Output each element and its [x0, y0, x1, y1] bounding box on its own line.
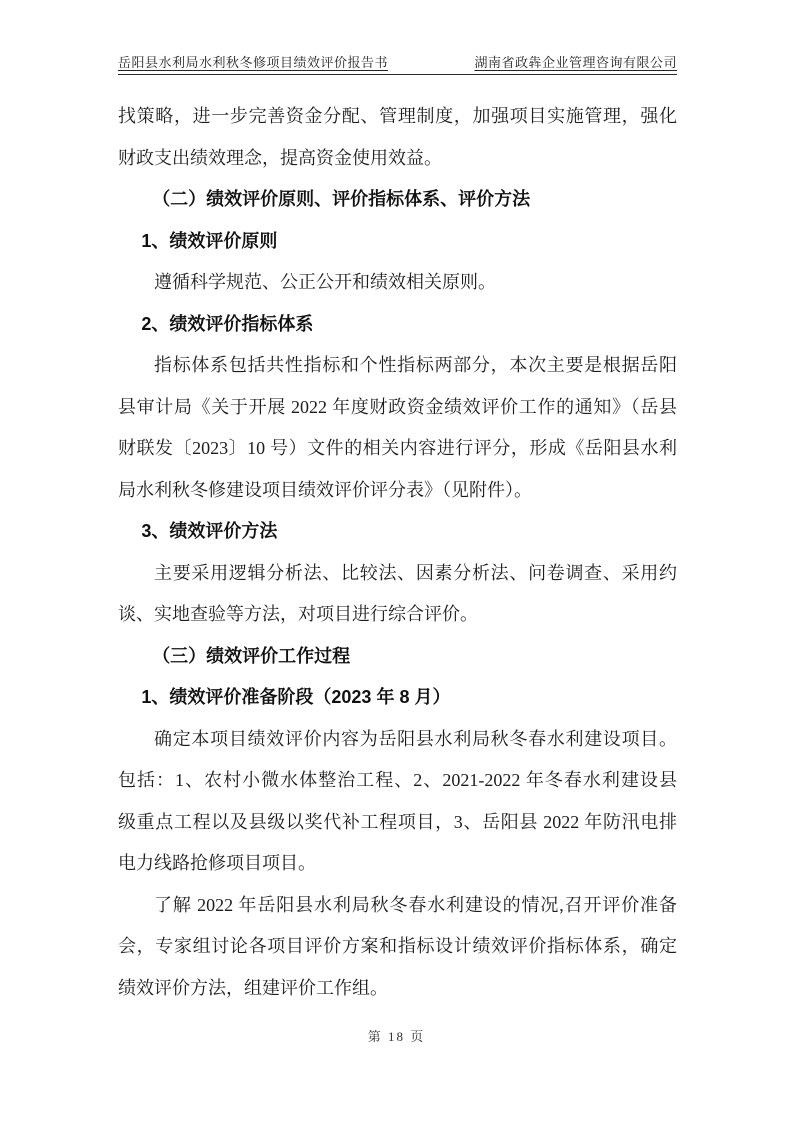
- heading-line: 2、绩效评价指标体系: [141, 313, 314, 334]
- paragraph-line: 找策略，进一步完善资金分配、管理制度，加强项目实施管理，强化: [118, 106, 677, 126]
- document-body: [118, 96, 677, 1009]
- heading-line: 3、绩效评价方法: [141, 521, 278, 541]
- paragraph-line: 指标体系包括共性指标和个性指标两部分，本次主要是根据岳阳: [154, 355, 677, 375]
- heading-line: （三）绩效评价工作过程: [152, 645, 351, 666]
- paragraph-line: 遵循科学规范、公正公开和绩效相关原则。: [154, 272, 496, 292]
- heading-line: （二）绩效评价原则、评价指标体系、评价方法: [152, 189, 531, 209]
- paragraph-line: 谈、实地查验等方法，对项目进行综合评价。: [118, 604, 478, 624]
- header-company-name: 湖南省政犇企业管理咨询有限公司: [474, 55, 677, 70]
- paragraph-line: 了解 2022 年岳阳县水利局秋冬春水利建设的情况,召开评价准备: [154, 894, 677, 915]
- page-footer: [0, 1026, 793, 1045]
- paragraph-line: 局水利秋冬修建设项目绩效评价评分表》（见附件）。: [118, 479, 532, 500]
- heading-line: 1、绩效评价原则: [141, 230, 278, 251]
- paragraph-line: 确定本项目绩效评价内容为岳阳县水利局秋冬春水利建设项目。: [154, 728, 677, 749]
- paragraph-line: 主要采用逻辑分析法、比较法、因素分析法、问卷调查、采用约: [154, 562, 677, 583]
- paragraph-line: 会，专家组讨论各项目评价方案和指标设计绩效评价指标体系，确定: [118, 936, 677, 956]
- paragraph-line: 财联发〔2023〕10 号）文件的相关内容进行评分，形成《岳阳县水利: [118, 438, 677, 458]
- page-number-label: 第 18 页: [367, 1029, 426, 1044]
- header-report-title: 岳阳县水利局水利秋冬修项目绩效评价报告书: [118, 55, 389, 70]
- paragraph-line: 绩效评价方法，组建评价工作组。: [118, 977, 388, 998]
- paragraph-line: 电力线路抢修项目项目。: [118, 853, 316, 873]
- paragraph-line: 县审计局《关于开展 2022 年度财政资金绩效评价工作的通知》（岳县: [118, 396, 677, 417]
- heading-line: 1、绩效评价准备阶段（2023 年 8 月）: [141, 687, 451, 707]
- paragraph-line: 财政支出绩效理念，提高资金使用效益。: [118, 147, 442, 168]
- page-header: [118, 52, 677, 75]
- paragraph-line: 级重点工程以及县级以奖代补工程项目，3、岳阳县 2022 年防汛电排: [118, 811, 677, 832]
- paragraph-line: 包括：1、农村小微水体整治工程、2、2021-2022 年冬春水利建设县: [118, 770, 677, 790]
